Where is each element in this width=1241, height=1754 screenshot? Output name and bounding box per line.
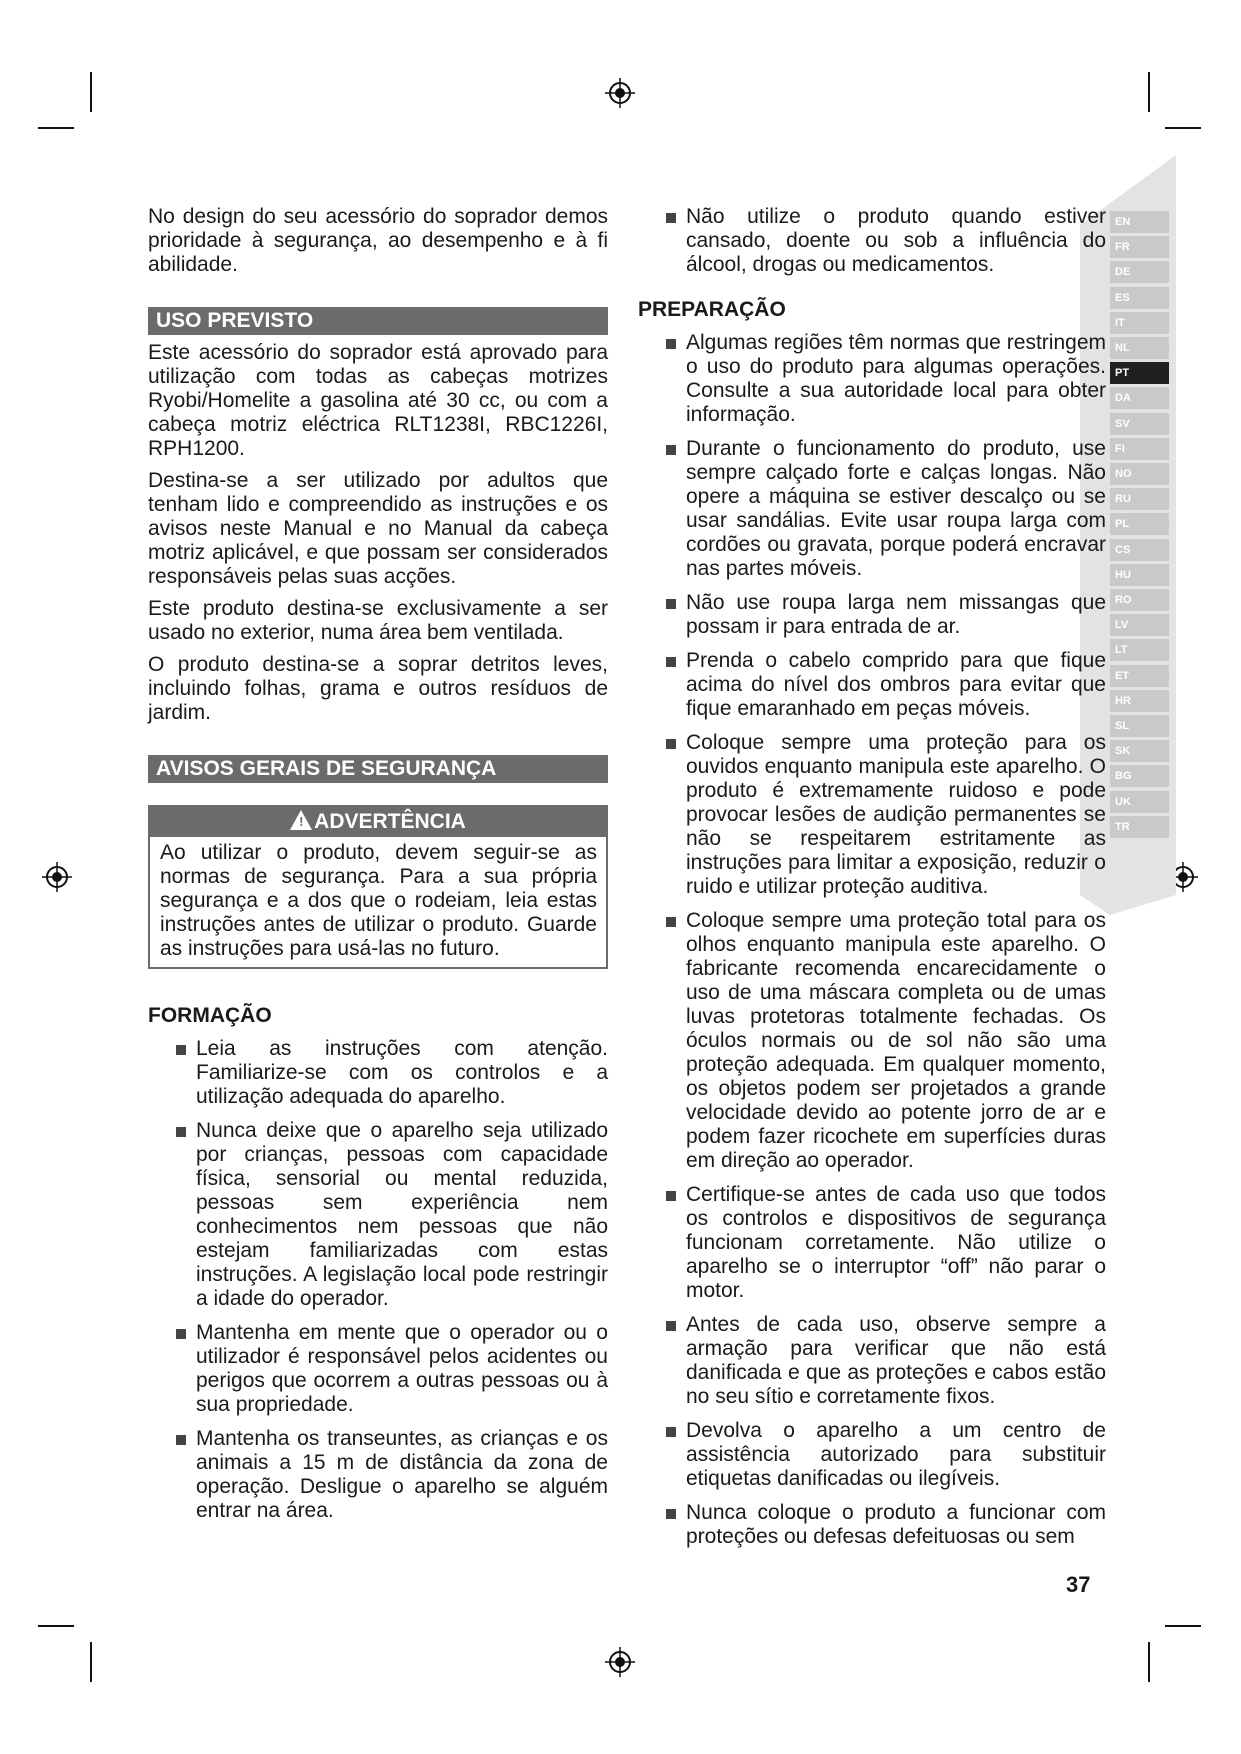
bullet-square-icon (176, 1329, 186, 1339)
crop-mark (38, 127, 74, 129)
bullet-square-icon (176, 1435, 186, 1445)
warning-triangle-icon: ! (290, 810, 312, 830)
registration-mark-icon (605, 78, 635, 108)
bullet-square-icon (666, 339, 676, 349)
section-title-avisos: AVISOS GERAIS DE SEGURANÇA (148, 755, 608, 783)
language-tab-pl[interactable]: PL (1110, 513, 1169, 535)
crop-mark (90, 1642, 92, 1682)
list-item: Devolva o aparelho a um centro de assistência autorizado para substituir etiquetas danificadas ou ilegíveis. (658, 1419, 1106, 1491)
section-title-preparacao: PREPARAÇÃO (638, 298, 786, 321)
bullet-square-icon (666, 739, 676, 749)
list-item: Mantenha os transeuntes, as crianças e os animais a 15 m de distância da zona de operação. Desligue o aparelho se alguém entrar na área. (168, 1427, 608, 1523)
language-tab-sl[interactable]: SL (1110, 715, 1169, 737)
list-item: Antes de cada uso, observe sempre a armação para verificar que não está danificada e que as proteções e cabos estão no seu sítio e corretamente fixos. (658, 1313, 1106, 1409)
formacao-list (168, 1037, 608, 1523)
section-title-uso-previsto: USO PREVISTO (148, 307, 608, 335)
list-item: Não utilize o produto quando estiver cansado, doente ou sob a influência do álcool, drogas ou medicamentos. (658, 205, 1106, 277)
language-tab-da[interactable]: DA (1110, 387, 1169, 409)
list-item: Durante o funcionamento do produto, use sempre calçado forte e calças longas. Não opere a máquina se estiver descalço ou se usar sandálias. Evite usar roupa larga com cordões ou gravata, porque poderá encravar nas partes móveis. (658, 437, 1106, 581)
language-tab-es[interactable]: ES (1110, 287, 1169, 309)
bullet-square-icon (666, 657, 676, 667)
list-item: Leia as instruções com atenção. Familiarize-se com os controlos e a utilização adequada do aparelho. (168, 1037, 608, 1109)
language-tab-bg[interactable]: BG (1110, 765, 1169, 787)
list-item: Mantenha em mente que o operador ou o utilizador é responsável pelos acidentes ou perigos que ocorrem a outras pessoas ou à sua propriedade. (168, 1321, 608, 1417)
language-tab-fr[interactable]: FR (1110, 236, 1169, 258)
warning-text: Ao utilizar o produto, devem seguir-se as normas de segurança. Para a sua própria segurança e a dos que o rodeiam, leia estas instruções antes de utilizar o produto. Guarde as instruções para usá-las no futuro. (160, 841, 597, 960)
crop-mark (1148, 72, 1150, 112)
bullet-square-icon (176, 1127, 186, 1137)
language-tab-lv[interactable]: LV (1110, 614, 1169, 636)
language-tab-cs[interactable]: CS (1110, 539, 1169, 561)
language-tab-hu[interactable]: HU (1110, 564, 1169, 586)
uso-paragraph: Destina-se a ser utilizado por adultos que tenham lido e compreendido as instruções e os avisos neste Manual e no Manual da cabeça motriz aplicável, e que possam ser considerados responsáveis pelas suas acções. (148, 469, 608, 588)
bullet-square-icon (666, 1427, 676, 1437)
preparacao-list (658, 331, 1106, 1549)
crop-mark (90, 72, 92, 112)
list-item: Não use roupa larga nem missangas que possam ir para entrada de ar. (658, 591, 1106, 639)
crop-mark (1148, 1642, 1150, 1682)
language-tab-sk[interactable]: SK (1110, 740, 1169, 762)
language-tab-no[interactable]: NO (1110, 463, 1169, 485)
warning-header (150, 807, 606, 837)
language-tab-fi[interactable]: FI (1110, 438, 1169, 460)
language-tab-ro[interactable]: RO (1110, 589, 1169, 611)
language-tab-en[interactable]: EN (1110, 211, 1169, 233)
language-tab-hr[interactable]: HR (1110, 690, 1169, 712)
crop-mark (1165, 1625, 1201, 1627)
language-tab-pt[interactable]: PT (1110, 362, 1169, 384)
top-list (658, 205, 1106, 277)
language-tab-tr[interactable]: TR (1110, 816, 1169, 838)
warning-title: ADVERTÊNCIA (314, 810, 466, 833)
bullet-square-icon (666, 1509, 676, 1519)
language-tab-et[interactable]: ET (1110, 665, 1169, 687)
bullet-square-icon (666, 213, 676, 223)
bullet-square-icon (666, 1191, 676, 1201)
uso-paragraph: O produto destina-se a soprar detritos leves, incluindo folhas, grama e outros resíduos de jardim. (148, 653, 608, 724)
page-number: 37 (1066, 1572, 1091, 1597)
language-tab-it[interactable]: IT (1110, 312, 1169, 334)
uso-paragraph: Este produto destina-se exclusivamente a ser usado no exterior, numa área bem ventilada. (148, 597, 608, 644)
right-column (638, 205, 1106, 1559)
uso-paragraph: Este acessório do soprador está aprovado para utilização com todas as cabeças motrizes Ryobi/Homelite a gasolina até 30 cc, ou com a cabeça motriz eléctrica RLT1238I, RBC1226I, RPH1200. (148, 341, 608, 460)
left-column (148, 205, 608, 1533)
registration-mark-icon (605, 1647, 635, 1677)
list-item: Certifique-se antes de cada uso que todos os controlos e dispositivos de segurança funcionam corretamente. Não utilize o aparelho se o interruptor “off” não parar o motor. (658, 1183, 1106, 1303)
crop-mark (38, 1625, 74, 1627)
language-tab-nl[interactable]: NL (1110, 337, 1169, 359)
list-item: Nunca deixe que o aparelho seja utilizado por crianças, pessoas com capacidade física, sensorial ou mental reduzida, pessoas sem experiência nem conhecimentos nem pessoas que não estejam familiarizadas com estas instruções. A legislação local pode restringir a idade do operador. (168, 1119, 608, 1311)
list-item: Nunca coloque o produto a funcionar com proteções ou defesas defeituosas ou sem (658, 1501, 1106, 1549)
bullet-square-icon (666, 1321, 676, 1331)
bullet-square-icon (666, 917, 676, 927)
warning-box (148, 805, 608, 969)
list-item: Algumas regiões têm normas que restringem o uso do produto para algumas operações. Consulte a sua autoridade local para obter informação. (658, 331, 1106, 427)
bullet-square-icon (666, 445, 676, 455)
language-tab-uk[interactable]: UK (1110, 791, 1169, 813)
intro-paragraph: No design do seu acessório do soprador demos prioridade à segurança, ao desempenho e à fi abilidade. (148, 205, 608, 276)
list-item: Coloque sempre uma proteção para os ouvidos enquanto manipula este aparelho. O produto é extremamente ruidoso e pode provocar lesões de audição permanentes se não se respeitarem estritamente as instruções para limitar a exposição, reduzir o ruido e utilizar proteção auditiva. (658, 731, 1106, 899)
registration-mark-icon (42, 862, 72, 892)
crop-mark (1165, 127, 1201, 129)
bullet-square-icon (666, 599, 676, 609)
language-tab-sv[interactable]: SV (1110, 413, 1169, 435)
bullet-square-icon (176, 1045, 186, 1055)
section-title-formacao: FORMAÇÃO (148, 1004, 272, 1027)
language-tab-lt[interactable]: LT (1110, 639, 1169, 661)
language-tab-de[interactable]: DE (1110, 261, 1169, 283)
list-item: Prenda o cabelo comprido para que fique acima do nível dos ombros para evitar que fique emaranhado em peças móveis. (658, 649, 1106, 721)
list-item: Coloque sempre uma proteção total para os olhos enquanto manipula este aparelho. O fabricante recomenda encarecidamente o uso de uma máscara completa ou de umas luvas protetoras totalmente fechadas. Os óculos normais ou de sol não são uma proteção adequada. Em qualquer momento, os objetos podem ser projetados a grande velocidade devido ao potente jorro de ar e podem fazer ricochete em superfícies duras em direção ao operador. (658, 909, 1106, 1173)
language-tab-ru[interactable]: RU (1110, 488, 1169, 510)
